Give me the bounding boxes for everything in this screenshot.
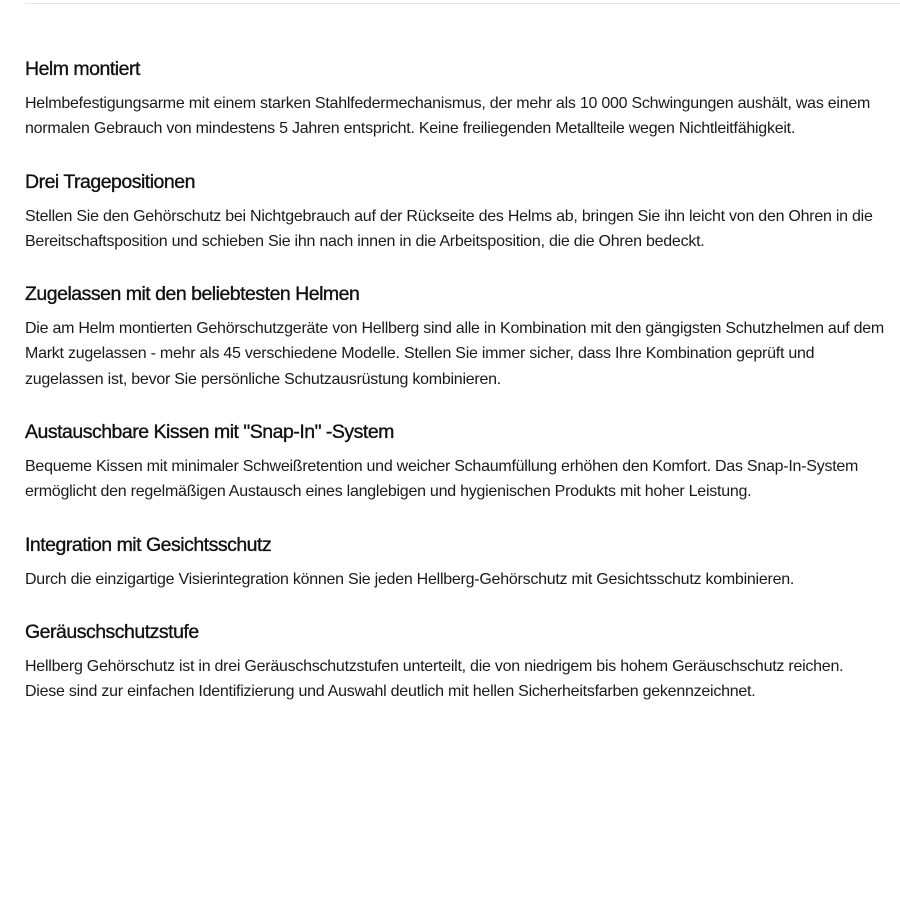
feature-title: Integration mit Gesichtsschutz [25,533,272,556]
feature-geraeuschschutzstufe [25,619,885,705]
feature-description: Stellen Sie den Gehörschutz bei Nichtgebrauch auf der Rückseite des Helms ab, bringen Sie ihn leicht von den Ohren in die Bereitschaftsposition und schieben Sie ihn nach innen in die Arbeitsposition, die die Ohren bedeckt. [25,207,873,250]
feature-description: Helmbefestigungsarme mit einem starken Stahlfedermechanismus, der mehr als 10 000 Schwingungen aushält, was einem normalen Gebrauch von mindestens 5 Jahren entspricht. Keine freiliegenden Metallteile wegen Nichtleitfähigkeit. [25,95,871,138]
top-divider [25,3,900,4]
feature-description: Bequeme Kissen mit minimaler Schweißretention und weicher Schaumfüllung erhöhen den Komfort. Das Snap-In-System ermöglicht den regelmäßigen Austausch eines langlebigen und hygienischen Produkts mit hoher Leistung. [25,458,859,501]
feature-title: Austauschbare Kissen mit "Snap-In" -System [25,421,394,444]
feature-integration-gesichtsschutz [25,532,885,592]
feature-list [25,56,885,732]
feature-description: Durch die einzigartige Visierintegration können Sie jeden Hellberg-Gehörschutz mit Gesichtsschutz kombinieren. [25,570,795,588]
feature-title: Zugelassen mit den beliebtesten Helmen [25,283,360,306]
feature-title: Geräuschschutzstufe [25,620,199,643]
feature-austauschbare-kissen [25,419,885,505]
feature-title: Drei Tragepositionen [25,170,195,193]
feature-title: Helm montiert [25,58,140,80]
feature-zugelassen-helmen [25,281,885,392]
feature-drei-tragepositionen [25,169,885,255]
feature-description: Hellberg Gehörschutz ist in drei Geräuschschutzstufen unterteilt, die von niedrigem bis hohem Geräuschschutz reichen. Diese sind zur einfachen Identifizierung und Auswahl deutlich mit hellen Sicherheitsfarben gekennzeichnet. [25,657,844,701]
feature-helm-montiert [25,56,885,142]
feature-description: Die am Helm montierten Gehörschutzgeräte von Hellberg sind alle in Kombination mit den gängigsten Schutzhelmen auf dem Markt zugelassen - mehr als 45 verschiedene Modelle. Stellen Sie immer sicher, dass Ihre Kombination geprüft und zugelassen ist, bevor Sie persönliche Schutzausrüstung kombinieren. [25,320,884,388]
